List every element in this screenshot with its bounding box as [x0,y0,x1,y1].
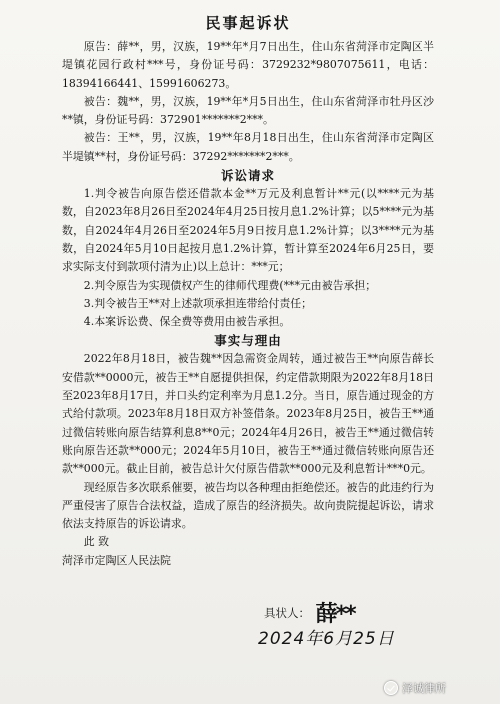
court-name: 菏泽市定陶区人民法院 [62,553,171,567]
watermark-text: 泽诚律所 [402,682,446,695]
signature-name: 薛** [315,602,355,627]
defendant-1-info: 被告：魏**，男，汉族，19**年*月5日出生，住山东省菏泽市牡丹区沙**镇，身份证号码：372901*******2***。 [62,94,434,127]
signature-date: 2024年6月25日 [258,629,395,649]
claim-item: 2.判令原告为实现债权产生的律师代理费(***元由被告承担； [83,278,377,292]
watermark [384,680,446,696]
claims-heading: 诉讼请求 [220,168,275,184]
document-title: 民事起诉状 [205,14,291,32]
signature-label: 具状人： [264,606,310,620]
claim-item: 1.判令被告向原告偿还借款本金**万元及利息暂计**元(以****元为基数，自2023年8月26日至2024年4月25日按月息1.2%计算；以5****元为基数，自2024年4月26日至2024年5月9日按月息1.2%计算；以3****元为基数，自2024年5月10日起按月息1.2%计算，暂计算至2024年6月25日，要求实际支付到款项付清为止)以上总计：***元； [62,187,434,274]
plaintiff-info: 原告：薛**，男，汉族，19**年*月7日出生，住山东省菏泽市定陶区半堤镇花园行政村***号，身份证号码：3729232*9807075611，电话：18394166441、15991606273。 [62,40,434,90]
claim-item: 3.判令被告王**对上述款项承担连带给付责任； [83,296,313,310]
claim-item: 4.本案诉讼费、保全费等费用由被告承担。 [83,315,291,329]
facts-paragraph: 2022年8月18日，被告魏**因急需资金周转，通过被告王**向原告薛长安借款**0000元，被告王**自愿提供担保，约定借款期限为2022年8月18日至2023年8月17日，并口头约定利率为月息1.2分。当日，原告通过现金的方式给付款项。2023年8月18日双方补签借条。2023年8月25日，被告王**通过微信转账向原告结算利息8**0元；2024年4月26日，被告王**通过微信转账向原告还款**000元；2024年5月10日，被告王**通过微信转账向原告还款**000元。截止目前，被告总计欠付原告借款**000元及利息暂计***0元。 [62,352,434,476]
complaint-body [62,12,434,570]
signature-block [264,602,355,627]
defendant-2-info: 被告：王**，男，汉族，19**年8月18日出生，住山东省菏泽市定陶区半堤镇**村，身份证号码：37292*******2***。 [62,131,434,163]
check-circle-icon [384,681,398,695]
facts-heading: 事实与理由 [214,333,282,349]
facts-paragraph: 现经原告多次联系催要，被告均以各种理由拒绝偿还。被告的此违约行为严重侵害了原告合法权益，造成了原告的经济损失。故向贵院提起诉讼，请求依法支持原告的诉讼请求。 [62,480,434,531]
closing-salutation: 此 致 [83,535,110,549]
